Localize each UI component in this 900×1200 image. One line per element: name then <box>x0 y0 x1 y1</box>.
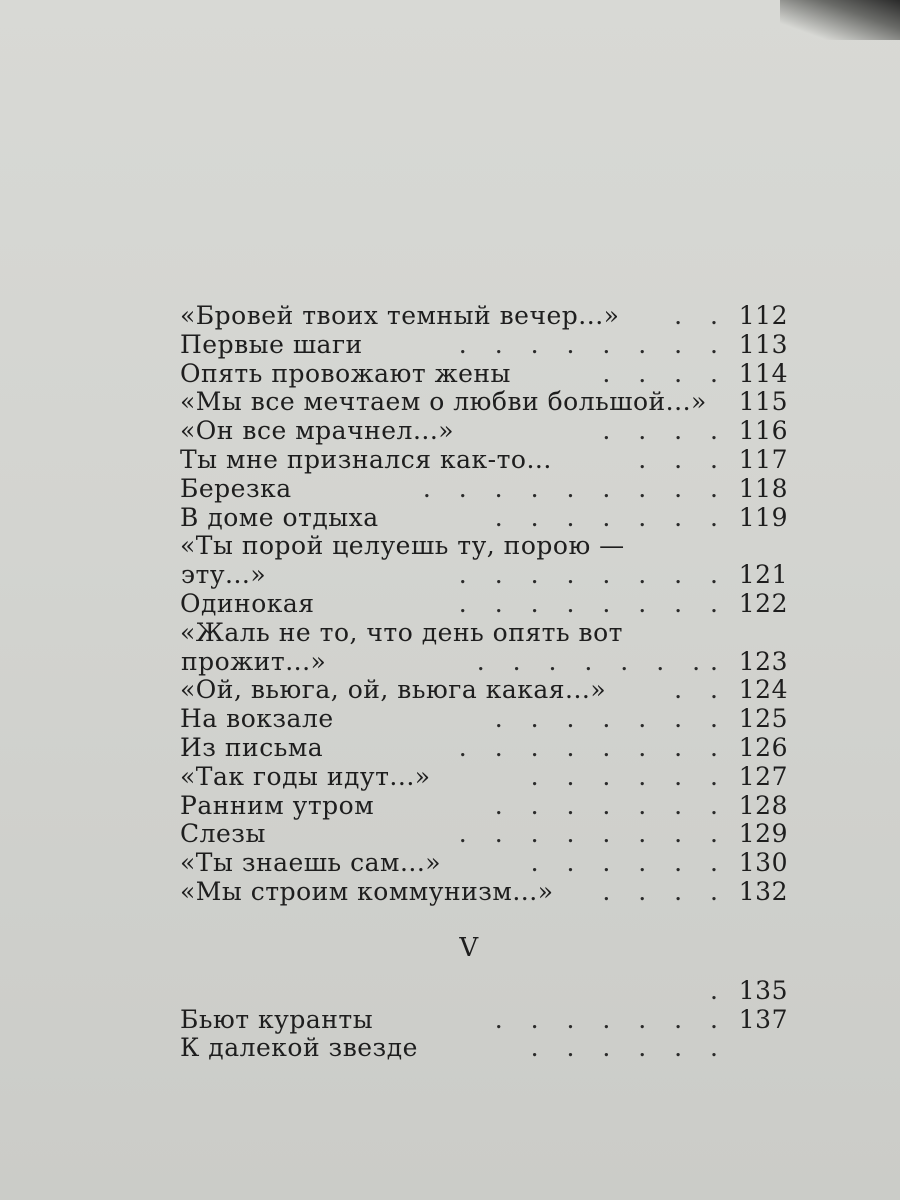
section-heading: V <box>459 932 479 963</box>
toc-leader-dots: . . . . . . .. <box>476 647 728 676</box>
toc-entry <box>180 977 788 1006</box>
toc-entry <box>180 1006 788 1035</box>
toc-page-number: 116 <box>738 416 788 446</box>
toc-page-number: 126 <box>738 732 788 762</box>
toc-entry <box>180 331 788 360</box>
toc-page-number: 135 <box>738 975 788 1005</box>
toc-leader-dots: . . <box>674 302 728 330</box>
toc-leader-dots: . . . . . . . <box>494 791 728 820</box>
toc-page-number: 118 <box>738 473 788 503</box>
toc-entry <box>180 763 788 792</box>
toc-page-number: 119 <box>738 502 788 532</box>
toc-leader-dots: . . <box>674 676 728 705</box>
toc-entry-title: Ранним утром <box>180 790 375 820</box>
toc-part-3 <box>180 977 788 1063</box>
toc-entry <box>180 676 788 705</box>
toc-page-number: 130 <box>738 848 788 878</box>
toc-entry <box>180 590 788 619</box>
toc-leader-dots: . . . . . . . . <box>458 820 728 849</box>
toc-entry-title: «Он все мрачнел...» <box>180 416 455 446</box>
toc-entry <box>180 734 788 763</box>
toc-entry <box>180 820 788 849</box>
toc-entry <box>180 1034 788 1063</box>
toc-page-number: 114 <box>738 358 788 388</box>
toc-page-number: 113 <box>738 329 788 359</box>
toc-page-number: 117 <box>738 444 788 474</box>
toc-leader-dots: . . . . . . . <box>494 503 728 532</box>
toc-entry <box>180 417 788 446</box>
toc-entry-title: «Мы все мечтаем о любви большой...» <box>180 387 707 417</box>
toc-entry-title: Бьют куранты <box>180 1004 374 1034</box>
toc-entry-title: Опять провожают жены <box>180 358 511 388</box>
toc-entry-title: «Так годы идут...» <box>180 761 431 791</box>
toc-entry-title: На вокзале <box>180 704 334 734</box>
toc-entry <box>180 302 788 331</box>
toc-entry-title: «Жаль не то, что день опять вот <box>180 617 624 647</box>
toc-entry <box>180 446 788 475</box>
toc-page-number: 127 <box>738 761 788 791</box>
toc-leader-dots: . . . . . . . <box>494 1005 728 1034</box>
toc-entry-title: «Ты знаешь сам...» <box>180 848 442 878</box>
toc-leader-dots: . . . . . . . . <box>458 330 728 359</box>
toc-entry-title: Слезы <box>180 819 266 849</box>
toc-part-2 <box>180 532 788 906</box>
toc-page-number: 122 <box>738 588 788 618</box>
toc-entry <box>180 475 788 504</box>
toc-leader-dots: . . . . . . . . <box>458 733 728 762</box>
toc-part-1 <box>180 302 788 532</box>
page-edge-shadow <box>780 0 900 40</box>
toc-page-number: 137 <box>738 1004 788 1034</box>
toc-entry <box>180 504 788 533</box>
toc-leader-dots: . . . . . . <box>530 1034 728 1063</box>
toc-entry-title: В доме отдыха <box>180 502 379 532</box>
toc-entry <box>180 849 788 878</box>
toc-entry <box>180 532 788 561</box>
toc-entry <box>180 792 788 821</box>
toc-leader-dots: . . . <box>638 445 728 474</box>
toc-page-number: 132 <box>738 876 788 906</box>
toc-entry <box>180 619 788 648</box>
toc-page-number: 115 <box>738 387 788 417</box>
toc-entry-title: «Бровей твоих темный вечер...» <box>180 301 620 330</box>
toc-page-number: 125 <box>738 704 788 734</box>
toc-entry-title: Из письма <box>180 732 324 762</box>
toc-page-number: 128 <box>738 790 788 820</box>
toc-entry-title: Березка <box>180 473 292 503</box>
toc-entry-title: Первые шаги <box>180 329 363 359</box>
toc-entry-title: «Ой, вьюга, ой, вьюга какая...» <box>180 675 607 705</box>
toc-entry-title: прожит...» <box>181 646 327 676</box>
toc-entry <box>180 360 788 389</box>
toc-entry-title: эту...» <box>181 560 267 590</box>
toc-entry <box>180 648 788 677</box>
toc-leader-dots: . . . . . . . <box>494 705 728 734</box>
toc-entry <box>180 561 788 590</box>
toc-entry <box>180 705 788 734</box>
toc-entry-title: К далекой звезде <box>180 1033 418 1063</box>
toc-leader-dots: . <box>710 976 728 1005</box>
toc-entry <box>180 388 788 417</box>
toc-leader-dots: . . . . . . <box>530 762 728 791</box>
table-of-contents <box>180 302 788 1063</box>
toc-leader-dots: . . . . . . . . <box>458 561 728 590</box>
toc-leader-dots: . . . . <box>602 877 728 906</box>
toc-page-number: 112 <box>738 301 788 330</box>
toc-leader-dots: . . . . <box>602 417 728 446</box>
toc-page-number: 121 <box>738 560 788 590</box>
toc-page-number: 124 <box>738 675 788 705</box>
toc-entry-title: «Мы строим коммунизм...» <box>180 876 554 906</box>
toc-page-number: 123 <box>738 646 788 676</box>
toc-leader-dots: . . . . . . . . . <box>422 474 728 503</box>
toc-entry-title: Ты мне признался как-то... <box>180 444 552 474</box>
toc-leader-dots: . . . . <box>602 359 728 388</box>
toc-leader-dots: . . . . . . <box>530 849 728 878</box>
toc-leader-dots: . . . . . . . . <box>458 589 728 618</box>
toc-entry-title: «Ты порой целуешь ту, порою — <box>180 531 625 561</box>
toc-entry <box>180 878 788 907</box>
toc-entry-title: Одинокая <box>180 588 315 618</box>
toc-page-number: 129 <box>738 819 788 849</box>
